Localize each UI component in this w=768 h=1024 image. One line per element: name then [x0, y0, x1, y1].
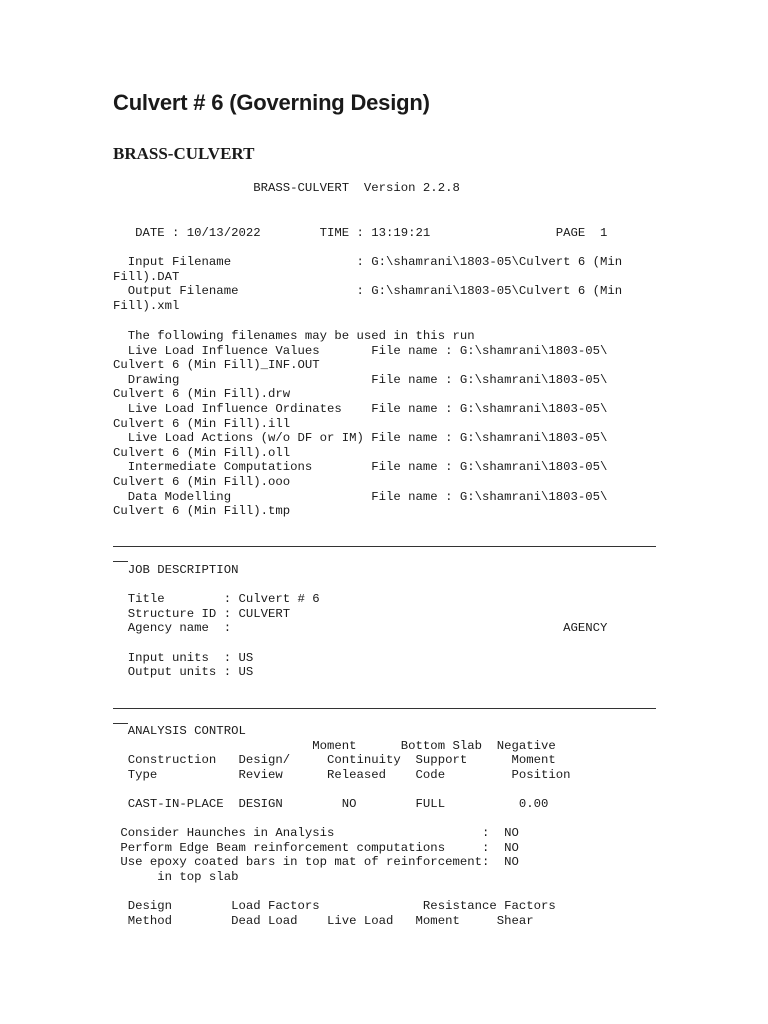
version-line: BRASS-CULVERT Version 2.2.8 — [113, 181, 460, 195]
separator-line — [113, 546, 656, 547]
input-output-filenames: Input Filename : G:\shamrani\1803-05\Culvert 6 (Min Fill).DAT Output Filename : G:\shamrani\1803-05\Culvert 6 (Min Fill).xml — [113, 255, 623, 313]
separator-line — [113, 708, 656, 709]
analysis-control-section: ANALYSIS CONTROL Moment Bottom Slab Negative Construction Design/ Continuity Support Moment Type Review Released Code Position CAST-IN-PLACE DESIGN NO FULL 0.00 Consider Haunches in Analysis : NO Perform Edge Beam reinforcement computations : NO Use epoxy coated bars in top mat of reinforcement: NO in top slab Design Load Factors Resistance Factors Method Dead Load Live Load Moment Shear — [120, 724, 571, 928]
run-filenames-list: The following filenames may be used in this run Live Load Influence Values File name : G:\shamrani\1803-05\ Culvert 6 (Min Fill)_INF.OUT Drawing File name : G:\shamrani\1803-05\ Culvert 6 (Min Fill).drw Live Load Influence Ordinates File name : G:\shamrani\1803-05\ Culvert 6 (Min Fill).ill Live Load Actions (w/o DF or IM) File name : G:\shamrani\1803-05\ Culvert 6 (Min Fill).oll Intermediate Computations File name : G:\shamrani\1803-05\ Culvert 6 (Min Fill).ooo Data Modelling File name : G:\shamrani\1803-05\ Culvert 6 (Min Fill).tmp — [113, 329, 608, 519]
section-title: BRASS-CULVERT — [113, 144, 255, 163]
job-description-section: JOB DESCRIPTION Title : Culvert # 6 Structure ID : CULVERT Agency name : AGENCY Input units : US Output units : US — [127, 563, 608, 680]
page-title: Culvert # 6 (Governing Design) — [113, 90, 430, 115]
separator-tail — [113, 561, 128, 562]
date-time-page-line: DATE : 10/13/2022 TIME : 13:19:21 PAGE 1 — [113, 226, 608, 240]
